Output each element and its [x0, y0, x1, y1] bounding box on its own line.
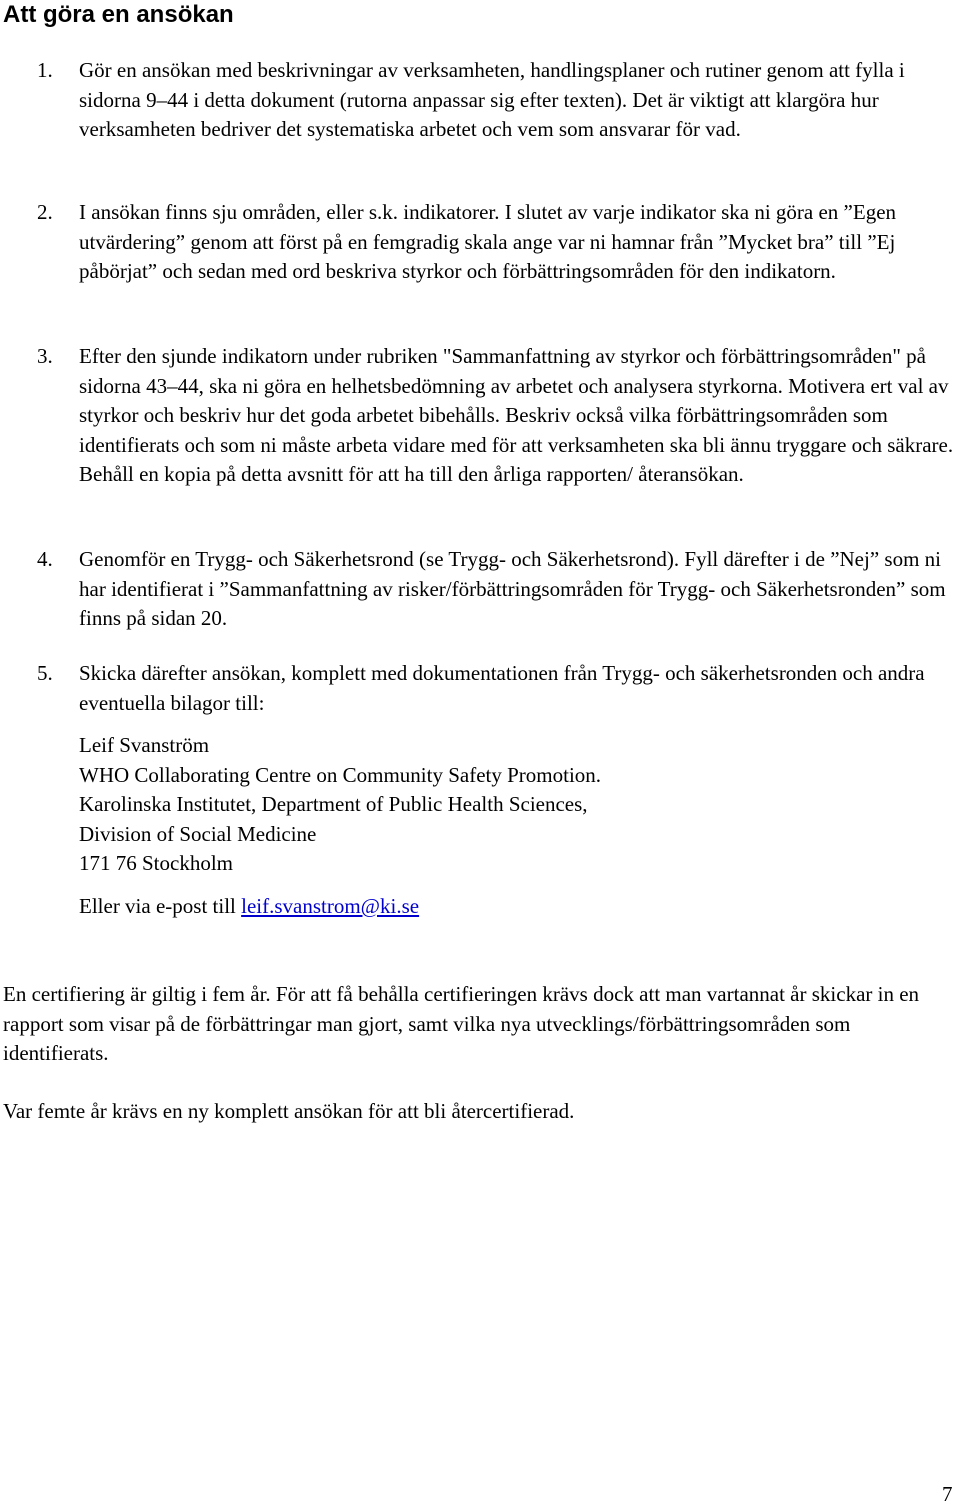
certification-paragraph: En certifiering är giltig i fem år. För att få behålla certifieringen krävs dock att man vartannat år skickar in en rapport som visar på de förbättringar man gjort, samt vilka nya utvecklings/förbättringsområden som identifierats.: [3, 982, 920, 1065]
email-link[interactable]: leif.svanstrom@ki.se: [241, 894, 420, 918]
step-text: Gör en ansökan med beskrivningar av verksamheten, handlingsplaner och rutiner genom att fylla i sidorna 9–44 i detta dokument (rutorna anpassar sig efter texten). Det är viktigt att klargöra hur verksamheten bedriver det systematiska arbetet och vem som ansvarar för vad.: [79, 58, 905, 141]
step-text: Skicka därefter ansökan, komplett med dokumentationen från Trygg- och säkerhetsronden och andra eventuella bilagor till:: [79, 661, 925, 715]
address-line: WHO Collaborating Centre on Community Safety Promotion.: [79, 762, 602, 787]
page-number: 7: [942, 1482, 953, 1506]
recertification-paragraph: Var femte år krävs en ny komplett ansökan för att bli återcertifierad.: [3, 1099, 575, 1123]
email-prefix: Eller via e-post till: [79, 894, 242, 918]
address-line: 171 76 Stockholm: [79, 851, 234, 875]
step-number: 5.: [37, 661, 53, 685]
address-line: Division of Social Medicine: [79, 821, 317, 846]
step-number: 2.: [37, 200, 53, 224]
step-number: 1.: [37, 58, 53, 82]
email-line: [79, 892, 419, 922]
step-number: 4.: [37, 547, 53, 571]
step-text: Efter den sjunde indikatorn under rubriken "Sammanfattning av styrkor och förbättringsområden" på sidorna 43–44, ska ni göra en helhetsbedömning av arbetet och analysera styrkorna. Motivera ert val av styrkor och beskriv hur det goda arbetet bibehålls. Beskriv också vilka förbättringsområden som identifierats och som ni måste arbeta vidare med för att verksamheten ska bli ännu tryggare och säkrare. Behåll en kopia på detta avsnitt för att ha till den årliga rapporten/ återansökan.: [79, 344, 954, 486]
step-text: Genomför en Trygg- och Säkerhetsrond (se Trygg- och Säkerhetsrond). Fyll därefter i de ”Nej” som ni har identifierat i ”Sammanfattning av risker/förbättringsområden för Trygg- och Säkerhetsronden” som finns på sidan 20.: [79, 547, 946, 630]
mailing-address: [79, 731, 939, 879]
page-title: Att göra en ansökan: [3, 1, 234, 28]
address-line: Karolinska Institutet, Department of Public Health Sciences,: [79, 792, 588, 816]
address-name: Leif Svanström: [79, 733, 210, 757]
step-text: I ansökan finns sju områden, eller s.k. indikatorer. I slutet av varje indikator ska ni göra en ”Egen utvärdering” genom att först på en femgradig skala ange var ni hamnar från ”Mycket bra” till ”Ej påbörjat” och sedan med ord beskriva styrkor och förbättringsområden för den indikatorn.: [79, 200, 897, 283]
step-number: 3.: [37, 344, 53, 368]
